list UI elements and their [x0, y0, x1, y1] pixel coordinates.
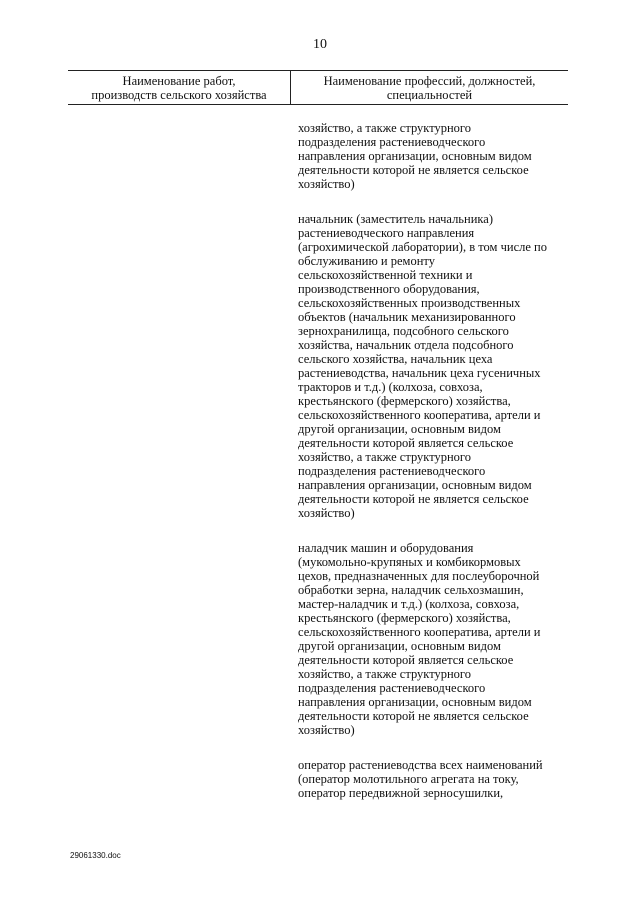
- text-line: растениеводческого направления: [298, 226, 475, 240]
- text-line: мастер-наладчик и т.д.) (колхоза, совхоза,: [298, 597, 520, 611]
- text-line: сельскохозяйственного кооператива, артели и: [298, 625, 541, 639]
- text-line: направления организации, основным видом: [298, 478, 532, 492]
- profession-paragraph: [298, 121, 560, 191]
- text-line: (оператор молотильного агрегата на току,: [298, 772, 519, 786]
- text-line: сельскохозяйственных производственных: [298, 296, 521, 310]
- text-line: направления организации, основным видом: [298, 149, 532, 163]
- profession-paragraph: [298, 212, 560, 520]
- text-line: начальник (заместитель начальника): [298, 212, 493, 226]
- text-line: оператор растениеводства всех наименований: [298, 758, 543, 772]
- professions-column: [298, 121, 560, 821]
- header-right-line: Наименование профессий, должностей,: [323, 74, 536, 88]
- text-line: другой организации, основным видом: [298, 422, 501, 436]
- text-line: наладчик машин и оборудования: [298, 541, 474, 555]
- text-line: (агрохимической лаборатории), в том числе по: [298, 240, 547, 254]
- header-left-column: [68, 74, 290, 102]
- text-line: сельскохозяйственного кооператива, артели и: [298, 408, 541, 422]
- document-filename: 29061330.doc: [70, 851, 121, 860]
- text-line: хозяйства, начальник отдела подсобного: [298, 338, 514, 352]
- text-line: другой организации, основным видом: [298, 639, 501, 653]
- text-line: (мукомольно-крупяных и комбикормовых: [298, 555, 521, 569]
- text-line: тракторов и т.д.) (колхоза, совхоза,: [298, 380, 483, 394]
- text-line: зернохранилища, подсобного сельского: [298, 324, 509, 338]
- text-line: деятельности которой не является сельское: [298, 709, 529, 723]
- header-left-line: производств сельского хозяйства: [91, 88, 267, 102]
- text-line: деятельности которой является сельское: [298, 436, 514, 450]
- text-line: хозяйство, а также структурного: [298, 667, 471, 681]
- header-right-column: [291, 74, 568, 102]
- text-line: обслуживанию и ремонту: [298, 254, 435, 268]
- profession-paragraph: [298, 758, 560, 800]
- text-line: хозяйство, а также структурного: [298, 450, 471, 464]
- text-line: направления организации, основным видом: [298, 695, 532, 709]
- text-line: сельскохозяйственной техники и: [298, 268, 473, 282]
- text-line: деятельности которой является сельское: [298, 653, 514, 667]
- text-line: подразделения растениеводческого: [298, 681, 486, 695]
- text-line: цехов, предназначенных для послеуборочной: [298, 569, 540, 583]
- text-line: растениеводства, начальник цеха гусеничных: [298, 366, 541, 380]
- text-line: деятельности которой не является сельское: [298, 163, 529, 177]
- profession-paragraph: [298, 541, 560, 737]
- text-line: деятельности которой не является сельское: [298, 492, 529, 506]
- text-line: хозяйство): [298, 723, 355, 737]
- text-line: подразделения растениеводческого: [298, 135, 486, 149]
- header-left-line: Наименование работ,: [122, 74, 236, 88]
- text-line: хозяйство): [298, 506, 355, 520]
- text-line: крестьянского (фермерского) хозяйства,: [298, 394, 511, 408]
- header-right-line: специальностей: [386, 88, 473, 102]
- text-line: хозяйство, а также структурного: [298, 121, 471, 135]
- page-number: 10: [313, 37, 327, 52]
- text-line: объектов (начальник механизированного: [298, 310, 516, 324]
- text-line: крестьянского (фермерского) хозяйства,: [298, 611, 511, 625]
- table-header: [68, 70, 568, 105]
- text-line: подразделения растениеводческого: [298, 464, 486, 478]
- text-line: обработки зерна, наладчик сельхозмашин,: [298, 583, 524, 597]
- text-line: сельского хозяйства, начальник цеха: [298, 352, 493, 366]
- text-line: производственного оборудования,: [298, 282, 480, 296]
- text-line: хозяйство): [298, 177, 355, 191]
- text-line: оператор передвижной зерносушилки,: [298, 786, 504, 800]
